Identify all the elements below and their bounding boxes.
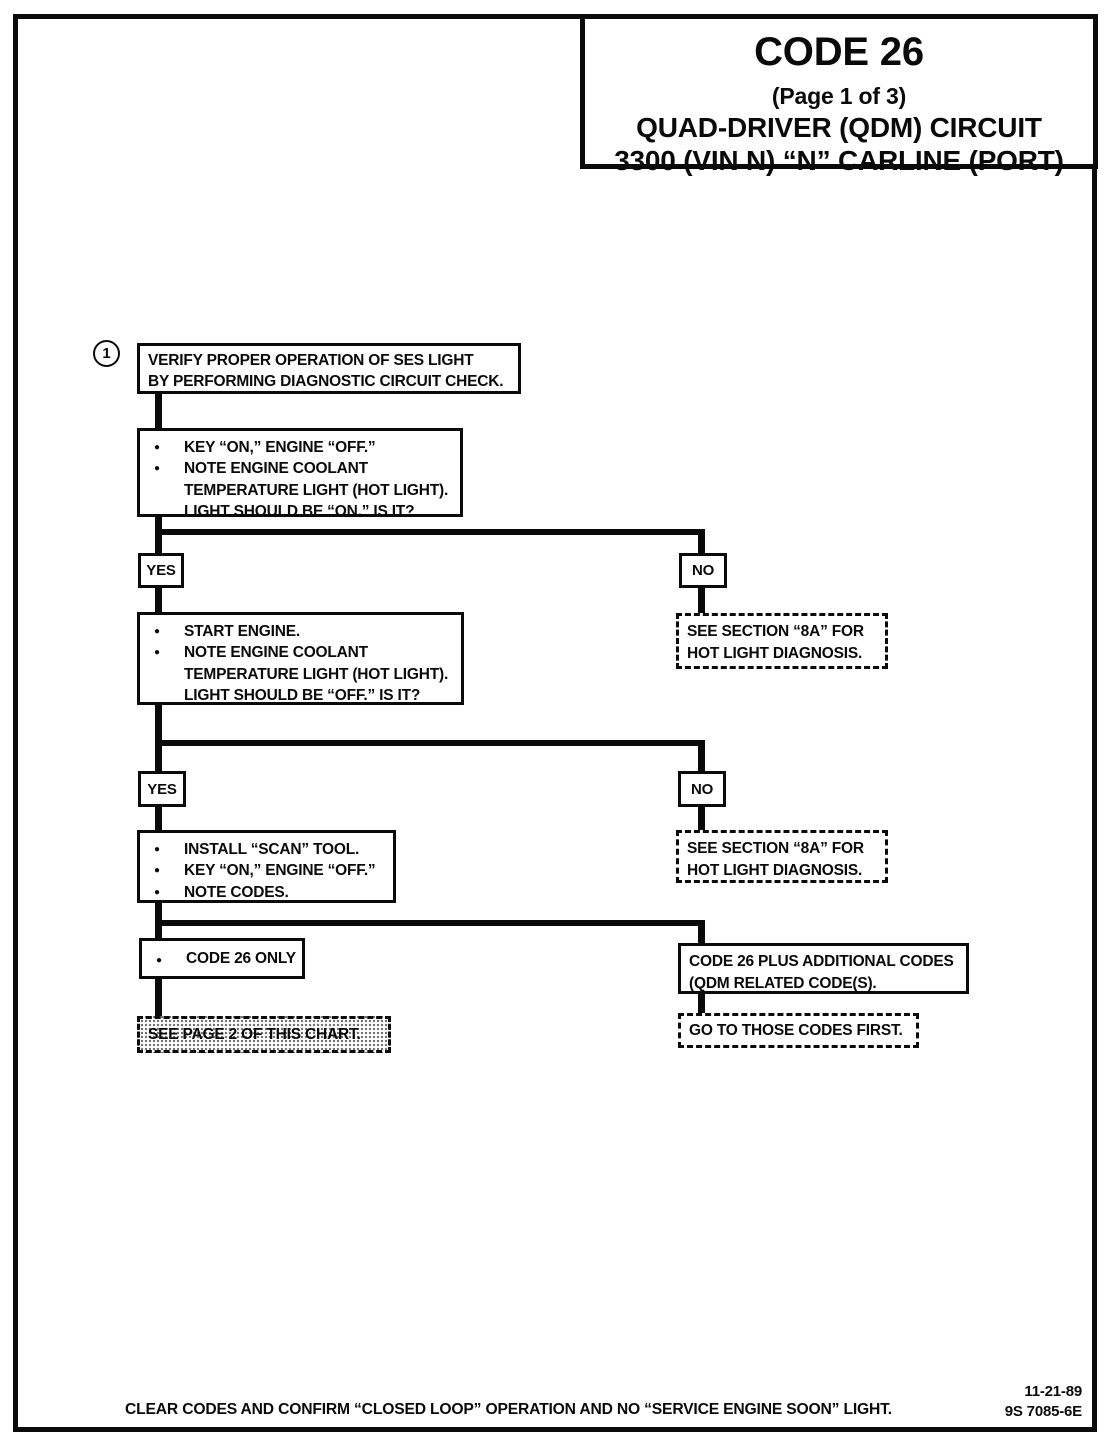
bullet-icon: ● [154, 647, 160, 659]
connector-line [155, 920, 705, 926]
doc-number-text: 9S 7085-6E [1004, 1403, 1082, 1420]
code26-plus-codes-box [678, 943, 969, 994]
connector-line [155, 588, 162, 612]
start-engine-check-box [137, 612, 464, 705]
key-on-bullet-2-line-3: LIGHT SHOULD BE “ON.” IS IT? [184, 503, 415, 521]
code26-only-box [139, 938, 305, 979]
connector-line [698, 994, 705, 1015]
verify-line-1: VERIFY PROPER OPERATION OF SES LIGHT [148, 352, 474, 369]
go-to-codes-box [678, 1013, 919, 1048]
start-engine-bullet-1: START ENGINE. [184, 623, 300, 640]
connector-line [698, 529, 705, 553]
connector-line [155, 529, 705, 535]
bullet-icon: ● [154, 463, 160, 475]
bullet-icon: ● [154, 844, 160, 855]
step-number-badge [93, 340, 120, 367]
title-block [580, 14, 1098, 177]
bullet-icon: ● [156, 955, 162, 966]
code26-only-text: CODE 26 ONLY [186, 950, 296, 967]
connector-line [155, 705, 162, 772]
connector-line [155, 807, 162, 830]
page-border [13, 14, 1097, 1432]
connector-line [698, 807, 705, 830]
yes-label: YES [146, 562, 176, 579]
connector-line [155, 517, 162, 553]
start-engine-bullet-2-line-1: NOTE ENGINE COOLANT [184, 644, 368, 662]
no-branch-label-2 [678, 771, 726, 807]
connector-line [698, 920, 705, 944]
go-to-codes-text: GO TO THOSE CODES FIRST. [689, 1021, 903, 1039]
key-on-check-box [137, 428, 463, 521]
no-label: NO [691, 562, 715, 579]
scan-tool-bullet-1: INSTALL “SCAN” TOOL. [184, 841, 360, 858]
scan-tool-bullet-3: NOTE CODES. [184, 883, 289, 901]
key-on-bullet-2-line-2: TEMPERATURE LIGHT (HOT LIGHT). [184, 481, 449, 499]
start-engine-bullet-2-line-2: TEMPERATURE LIGHT (HOT LIGHT). [184, 665, 449, 683]
verify-ses-light-box [137, 343, 521, 394]
bullet-icon: ● [154, 865, 160, 877]
bullet-icon: ● [154, 626, 160, 637]
connector-line [155, 394, 162, 428]
yes-branch-label-2 [138, 771, 186, 807]
see-section-line-2: HOT LIGHT DIAGNOSIS. [687, 862, 863, 880]
code26-plus-line-1: CODE 26 PLUS ADDITIONAL CODES [689, 953, 954, 970]
see-section-8a-box-1 [676, 613, 888, 669]
footer-instruction-text: CLEAR CODES AND CONFIRM “CLOSED LOOP” OPERATION AND NO “SERVICE ENGINE SOON” LIGHT. [125, 1401, 892, 1418]
key-on-bullet-2-line-1: NOTE ENGINE COOLANT [184, 460, 368, 478]
see-page-2-text: SEE PAGE 2 OF THIS CHART. [148, 1025, 361, 1043]
see-section-line-1: SEE SECTION “8A” FOR [687, 623, 864, 640]
bullet-icon: ● [154, 886, 160, 898]
connector-line [698, 588, 705, 613]
yes-branch-label-1 [138, 553, 184, 588]
bullet-icon: ● [154, 442, 160, 453]
doc-date [960, 1383, 1082, 1400]
verify-line-2: BY PERFORMING DIAGNOSTIC CIRCUIT CHECK. [148, 373, 504, 391]
see-page-2-box [137, 1016, 391, 1053]
see-section-line-2: HOT LIGHT DIAGNOSIS. [687, 645, 863, 663]
no-branch-label-1 [679, 553, 727, 588]
see-section-line-1: SEE SECTION “8A” FOR [687, 840, 864, 857]
code26-plus-line-2: (QDM RELATED CODE(S). [689, 975, 877, 993]
connector-line [155, 740, 705, 746]
carline-subtitle: 3300 (VIN N) “N” CARLINE (PORT) [614, 145, 1064, 177]
key-on-bullet-1: KEY “ON,” ENGINE “OFF.” [184, 439, 376, 456]
see-section-8a-box-2 [676, 830, 888, 883]
connector-line [698, 740, 705, 772]
doc-date-text: 11-21-89 [1024, 1383, 1082, 1400]
scan-tool-bullet-2: KEY “ON,” ENGINE “OFF.” [184, 862, 376, 880]
footer-instruction [125, 1401, 899, 1419]
page-title: CODE 26 [754, 30, 924, 74]
yes-label: YES [147, 780, 177, 798]
connector-line [155, 979, 162, 1017]
page-info: (Page 1 of 3) [771, 83, 907, 109]
circuit-subtitle: QUAD-DRIVER (QDM) CIRCUIT [636, 111, 1042, 143]
start-engine-bullet-2-line-3: LIGHT SHOULD BE “OFF.” IS IT? [184, 687, 421, 705]
install-scan-tool-box [137, 830, 396, 903]
doc-number [960, 1403, 1082, 1420]
step-number: 1 [102, 345, 111, 362]
no-label: NO [690, 780, 714, 798]
